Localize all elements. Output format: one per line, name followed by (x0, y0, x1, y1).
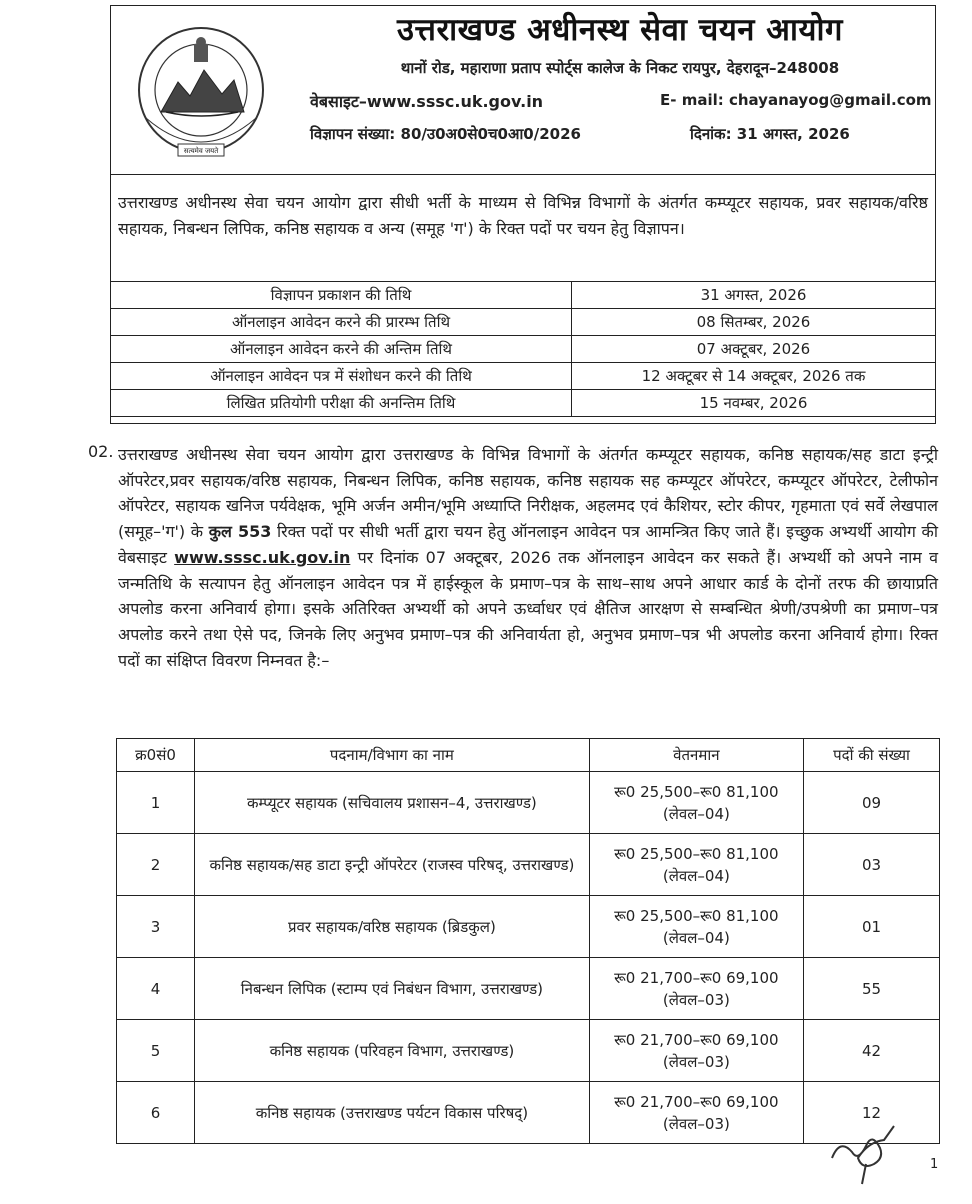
serial-cell: 2 (117, 834, 195, 896)
pay-scale-cell (589, 958, 803, 1020)
date-label: ऑनलाइन आवेदन पत्र में संशोधन करने की तिथि (111, 363, 572, 390)
column-header-count: पदों की संख्या (804, 739, 940, 772)
column-header-sr: क्र0सं0 (117, 739, 195, 772)
website-link[interactable]: www.sssc.uk.gov.in (174, 547, 351, 567)
pay-scale-cell (589, 1082, 803, 1144)
date-label: ऑनलाइन आवेदन करने की प्रारम्भ तिथि (111, 309, 572, 336)
paragraph-text: उत्तराखण्ड अधीनस्थ सेवा चयन आयोग द्वारा उत्तराखण्ड के विभिन्न विभागों के अंतर्गत कम्प्यूटर सहायक, कनिष्ठ सहायक/सह डाटा इन्ट्री ऑपरेटर,प्रवर सहायक/वरिष्ठ सहायक, निबन्धन लिपिक, कनिष्ठ सहायक, कनिष्ठ सहायक सह कम्प्यूटर ऑपरेटर, कम्प्यूटर ऑपरेटर, टेलीफोन ऑपरेटर, सहायक खनिज पर्यवेक्षक, भूमि अर्जन अमीन/भूमि अध्याप्ति निरीक्षक, अहलमद एवं कैशियर, स्टोर कीपर, गृहमाता एवं सर्वे लेखपाल (समूह–'ग') के (118, 445, 938, 542)
date-value: 08 सितम्बर, 2026 (572, 309, 936, 336)
pay-range: रू0 25,500–रू0 81,100 (614, 844, 779, 863)
table-row (111, 282, 936, 309)
org-address: थानों रोड, महाराणा प्रताप स्पोर्ट्स कालेज के निकट रायपुर, देहरादून–248008 (400, 59, 840, 77)
pay-level: (लेवल–04) (662, 866, 730, 885)
org-website-link[interactable]: वेबसाइट–www.sssc.uk.gov.in (310, 92, 544, 111)
total-posts-highlight: कुल 553 (208, 522, 272, 542)
pay-scale-cell (589, 772, 803, 834)
table-row (117, 896, 940, 958)
table-row (117, 834, 940, 896)
table-row (117, 958, 940, 1020)
serial-cell: 4 (117, 958, 195, 1020)
pay-level: (लेवल–03) (662, 990, 730, 1009)
post-name-cell: कनिष्ठ सहायक (उत्तराखण्ड पर्यटन विकास परिषद्) (195, 1082, 590, 1144)
post-count-cell: 42 (804, 1020, 940, 1082)
org-email[interactable]: E- mail: chayanayog@gmail.com (660, 91, 932, 109)
post-name-cell: प्रवर सहायक/वरिष्ठ सहायक (ब्रिडकुल) (195, 896, 590, 958)
date-value: 07 अक्टूबर, 2026 (572, 336, 936, 363)
serial-cell: 3 (117, 896, 195, 958)
important-dates-table (110, 281, 936, 417)
table-row (117, 1082, 940, 1144)
post-count-cell: 55 (804, 958, 940, 1020)
date-value: 31 अगस्त, 2026 (572, 282, 936, 309)
post-name-cell: कनिष्ठ सहायक/सह डाटा इन्ट्री ऑपरेटर (राजस्व परिषद्, उत्तराखण्ड) (195, 834, 590, 896)
pay-level: (लेवल–04) (662, 804, 730, 823)
pay-range: रू0 25,500–रू0 81,100 (614, 906, 779, 925)
paragraph-text: पर दिनांक 07 अक्टूबर, 2026 तक ऑनलाइन आवेदन कर सकते हैं। अभ्यर्थी को अपने नाम व जन्मतिथि के सत्यापन हेतु ऑनलाइन आवेदन पत्र में हाईस्कूल के प्रमाण–पत्र के साथ–साथ अपने आधार कार्ड के दोनों तरफ की छायाप्रति अपलोड करना अनिवार्य होगा। इसके अतिरिक्त अभ्यर्थी को अपने ऊर्ध्वाधर एवं क्षैतिज आरक्षण से सम्बन्धित श्रेणी/उपश्रेणी का प्रमाण–पत्र अपलोड करने तथा ऐसे पद, जिनके लिए अनुभव प्रमाण–पत्र की अनिवार्यता हो, अनुभव प्रमाण–पत्र भी अपलोड करना अनिवार्य होगा। रिक्त पदों का संक्षिप्त विवरण निम्नवत है:– (118, 547, 939, 670)
table-row (117, 1020, 940, 1082)
advertisement-number: विज्ञापन संख्या: 80/उ0अ0से0च0आ0/2026 (310, 125, 581, 143)
date-label: विज्ञापन प्रकाशन की तिथि (111, 282, 572, 309)
pay-scale-cell (589, 896, 803, 958)
pay-range: रू0 21,700–रू0 69,100 (614, 1092, 779, 1111)
post-name-cell: कनिष्ठ सहायक (परिवहन विभाग, उत्तराखण्ड) (195, 1020, 590, 1082)
serial-cell: 5 (117, 1020, 195, 1082)
pay-range: रू0 21,700–रू0 69,100 (614, 968, 779, 987)
pay-level: (लेवल–04) (662, 928, 730, 947)
pay-level: (लेवल–03) (662, 1052, 730, 1071)
serial-cell: 6 (117, 1082, 195, 1144)
table-header-row (117, 739, 940, 772)
pay-scale-cell (589, 834, 803, 896)
page-number: 1 (930, 1157, 939, 1172)
post-name-cell: निबन्धन लिपिक (स्टाम्प एवं निबंधन विभाग, उत्तराखण्ड) (195, 958, 590, 1020)
table-row (111, 363, 936, 390)
column-header-pay: वेतनमान (589, 739, 803, 772)
table-row (111, 309, 936, 336)
signature-mark (822, 1118, 902, 1188)
table-row (117, 772, 940, 834)
date-label: लिखित प्रतियोगी परीक्षा की अनन्तिम तिथि (111, 390, 572, 417)
intro-text: उत्तराखण्ड अधीनस्थ सेवा चयन आयोग द्वारा सीधी भर्ती के माध्यम से विभिन्न विभागों के अंतर्गत कम्प्यूटर सहायक, प्रवर सहायक/वरिष्ठ सहायक, निबन्धन लिपिक, कनिष्ठ सहायक व अन्य (समूह 'ग') के रिक्त पदों पर चयन हेतु विज्ञापन। (118, 193, 928, 238)
date-value: 12 अक्टूबर से 14 अक्टूबर, 2026 तक (572, 363, 936, 390)
paragraph-text: रिक्त पदों पर सीधी भर्ती द्वारा चयन हेतु ऑनलाइन आवेदन पत्र आमन्त्रित किए जाते हैं। इच्छुक अभ्यर्थी आयोग की वेबसाइट (118, 522, 938, 567)
logo-caption: सत्यमेव जयते (183, 147, 219, 155)
post-count-cell: 01 (804, 896, 940, 958)
column-header-post: पदनाम/विभाग का नाम (195, 739, 590, 772)
commission-emblem-logo (126, 20, 276, 170)
org-title: उत्तराखण्ड अधीनस्थ सेवा चयन आयोग (397, 12, 843, 48)
table-row (111, 336, 936, 363)
section-number: 02. (88, 442, 114, 461)
date-label: ऑनलाइन आवेदन करने की अन्तिम तिथि (111, 336, 572, 363)
post-name-cell: कम्प्यूटर सहायक (सचिवालय प्रशासन–4, उत्तराखण्ड) (195, 772, 590, 834)
date-value: 15 नवम्बर, 2026 (572, 390, 936, 417)
advertisement-date: दिनांक: 31 अगस्त, 2026 (690, 125, 850, 143)
vacancy-table (116, 738, 940, 1144)
post-count-cell: 09 (804, 772, 940, 834)
post-count-cell: 12 (804, 1082, 940, 1144)
serial-cell: 1 (117, 772, 195, 834)
pay-scale-cell (589, 1020, 803, 1082)
post-count-cell: 03 (804, 834, 940, 896)
pay-level: (लेवल–03) (662, 1114, 730, 1133)
table-row (111, 390, 936, 417)
pay-range: रू0 25,500–रू0 81,100 (614, 782, 779, 801)
section-paragraph (118, 442, 938, 673)
pay-range: रू0 21,700–रू0 69,100 (614, 1030, 779, 1049)
